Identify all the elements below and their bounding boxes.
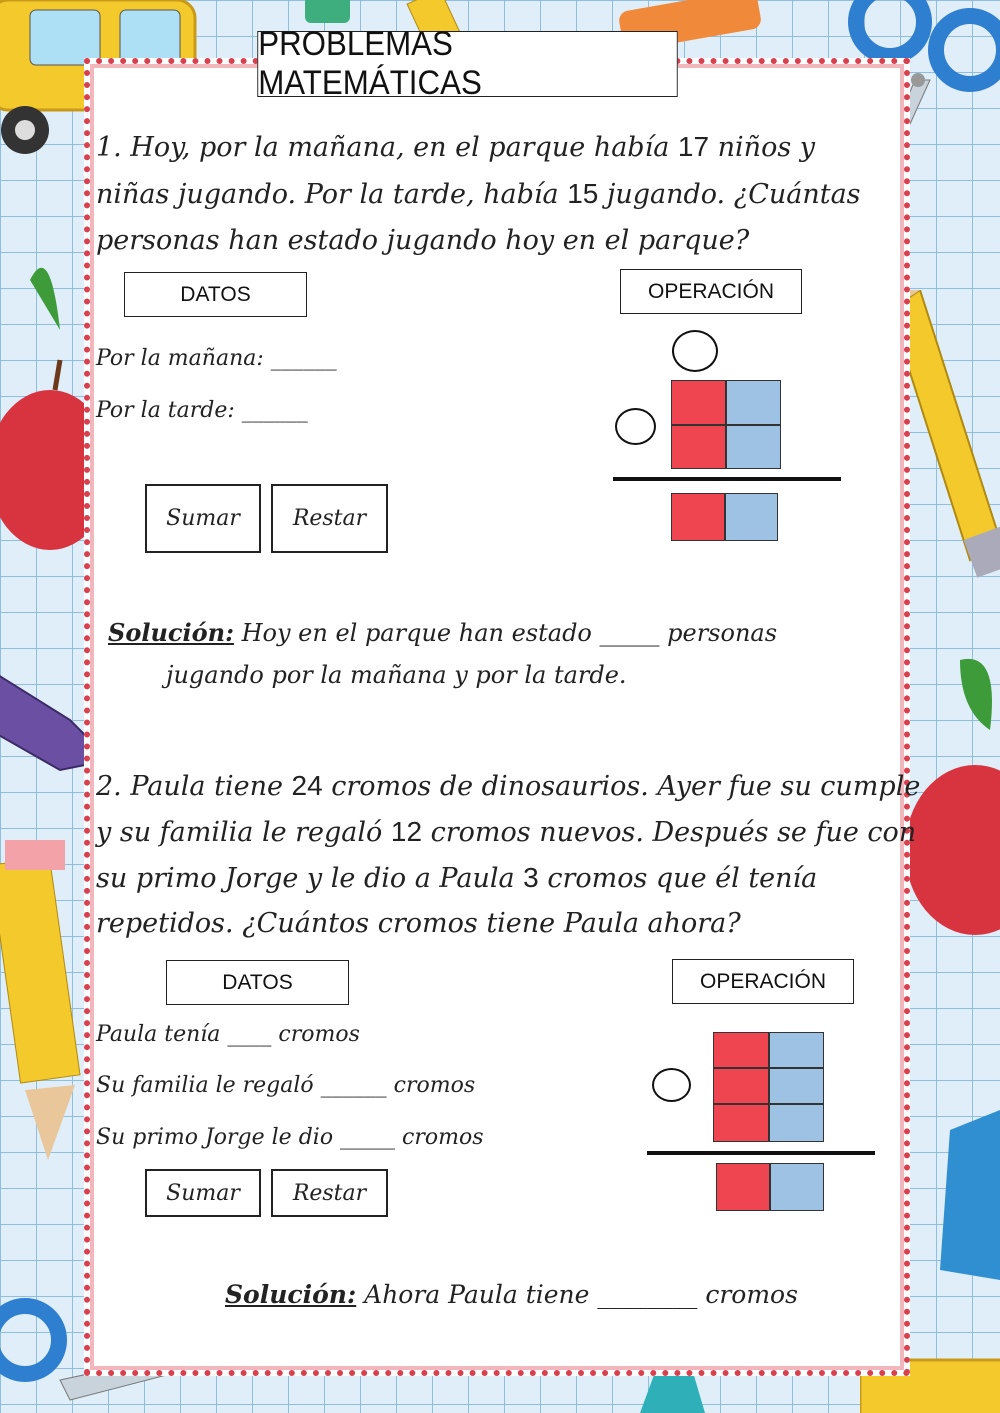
sumar-button[interactable] <box>145 484 261 553</box>
digit-cell[interactable] <box>713 1104 769 1142</box>
solution-line <box>108 612 908 654</box>
problem2-text: cromos nuevos. Después se fue con <box>422 817 917 848</box>
problem1-line <box>96 171 916 218</box>
digit-cell[interactable] <box>769 1032 824 1068</box>
problem2-line <box>96 855 926 901</box>
problem2-line <box>96 809 926 855</box>
problem1-statement <box>96 124 916 264</box>
problem1-number: 15 <box>567 178 599 209</box>
problem1-text: niños y <box>709 132 816 163</box>
problem2-text: 2. Paula tiene <box>96 771 292 802</box>
problem1-text: jugando. ¿Cuántas <box>598 179 861 210</box>
problem1-number: 17 <box>677 131 710 162</box>
problem2-line <box>96 763 926 809</box>
restar-button[interactable] <box>271 484 388 553</box>
digit-cell[interactable] <box>713 1068 769 1104</box>
sumar-button-label: Sumar <box>166 1180 240 1206</box>
operator-circle[interactable] <box>652 1068 691 1102</box>
dato-tarde: Por la tarde: ______ <box>96 398 308 423</box>
datos-label: DATOS <box>180 282 251 306</box>
problem2-text: su primo Jorge y le dio a Paula <box>96 863 524 894</box>
result-cell[interactable] <box>770 1163 824 1211</box>
problem2-text: cromos que él tenía <box>538 863 818 894</box>
page-title-box <box>257 25 677 102</box>
solution-text: Ahora Paula tiene ________ cromos <box>356 1280 798 1309</box>
problem2-number: 12 <box>390 816 423 847</box>
operacion-label: OPERACIÓN <box>699 969 827 993</box>
restar-button-label: Restar <box>292 1180 367 1206</box>
digit-cell[interactable] <box>671 380 726 425</box>
problem2-solution <box>225 1280 798 1309</box>
dato-familia: Su familia le regaló ______ cromos <box>96 1073 476 1098</box>
dato-manana: Por la mañana: ______ <box>96 346 337 371</box>
datos-label: DATOS <box>222 970 293 994</box>
operacion-label-box <box>672 959 854 1004</box>
operation-rule <box>613 477 841 481</box>
restar-button[interactable] <box>271 1169 388 1217</box>
problem1-text: 1. Hoy, por la mañana, en el parque había <box>96 132 678 163</box>
problem2-text: cromos de dinosaurios. Ayer fue su cumple <box>322 771 921 802</box>
crayon-icon <box>930 1110 1000 1290</box>
sumar-button[interactable] <box>145 1169 261 1217</box>
digit-cell[interactable] <box>726 380 781 425</box>
problem1-line: personas han estado jugando hoy en el parque? <box>96 225 750 256</box>
datos-label-box <box>166 960 349 1005</box>
sumar-button-label: Sumar <box>166 506 240 531</box>
digit-cell[interactable] <box>671 425 726 469</box>
solution-text: Hoy en el parque han estado _____ personas <box>233 619 778 647</box>
carry-circle[interactable] <box>672 330 718 372</box>
operacion-label-box <box>620 269 802 314</box>
result-cell[interactable] <box>725 493 778 541</box>
problem2-number: 3 <box>523 862 539 893</box>
operator-circle[interactable] <box>615 408 656 445</box>
dato-jorge: Su primo Jorge le dio _____ cromos <box>96 1125 484 1150</box>
problem1-line <box>96 124 916 171</box>
problem1-solution <box>108 612 908 696</box>
operacion-label: OPERACIÓN <box>647 279 775 303</box>
problem2-text: y su familia le regaló <box>96 817 391 848</box>
page-title: PROBLEMAS MATEMÁTICAS <box>258 25 482 102</box>
result-cell[interactable] <box>716 1163 770 1211</box>
problem2-number: 24 <box>291 770 323 801</box>
solution-label: Solución: <box>225 1280 357 1309</box>
result-cell[interactable] <box>671 493 725 541</box>
digit-cell[interactable] <box>713 1032 769 1068</box>
digit-cell[interactable] <box>726 425 781 469</box>
operation-rule <box>647 1151 875 1155</box>
solution-label: Solución: <box>108 618 234 647</box>
pencil-icon <box>0 840 90 1170</box>
digit-cell[interactable] <box>769 1068 824 1104</box>
digit-cell[interactable] <box>769 1104 824 1142</box>
problem2-statement <box>96 763 926 946</box>
dato-paula: Paula tenía ____ cromos <box>96 1022 360 1047</box>
datos-label-box <box>124 272 307 317</box>
restar-button-label: Restar <box>292 506 367 531</box>
problem1-text: niñas jugando. Por la tarde, había <box>96 179 568 210</box>
solution-line: jugando por la mañana y por la tarde. <box>166 661 627 689</box>
problem2-line: repetidos. ¿Cuántos cromos tiene Paula ahora? <box>96 908 741 939</box>
